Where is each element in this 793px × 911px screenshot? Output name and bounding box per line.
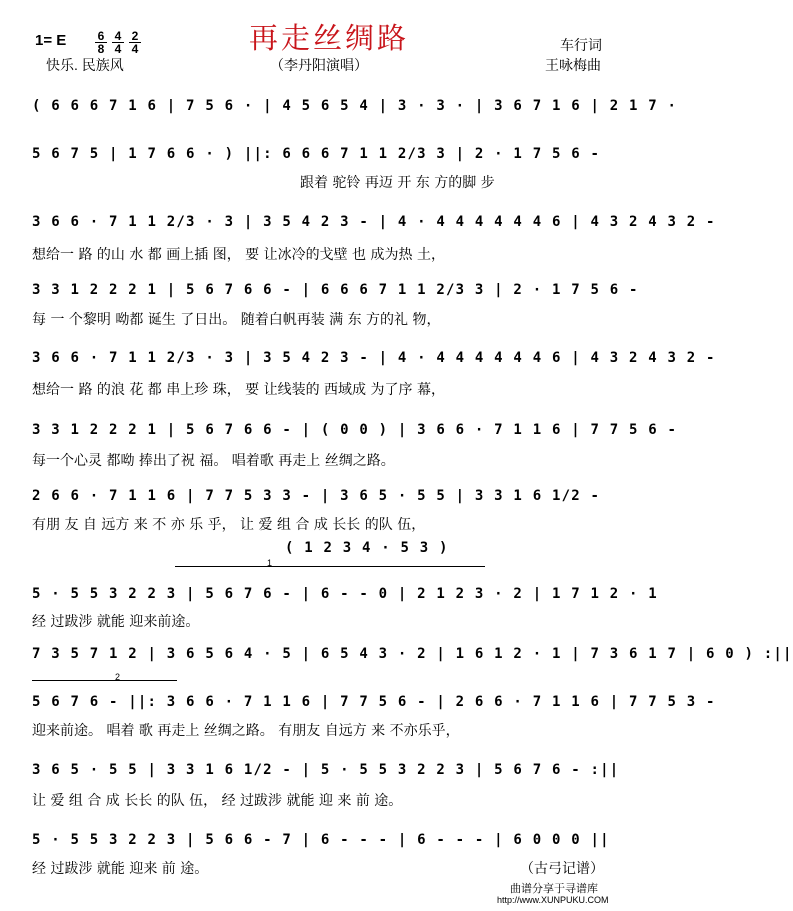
lyrics-row-4: 每 一 个黎明 呦都 诞生 了日出。 随着白帆再装 满 东 方的礼 物，	[32, 312, 441, 328]
time-signature-4-4: $\frac{4}{4}$	[112, 30, 124, 55]
lyricist-credit: 车行词	[560, 37, 602, 53]
footer-url: http://www.XUNPUKU.COM	[497, 895, 609, 905]
lyrics-row-10: 迎来前途。 唱着 歌 再走上 丝绸之路。 有朋友 自远方 来 不亦乐乎，	[32, 723, 460, 739]
notation-row-11: 3 6 5 · 5 5 | 3 3 1 6 1/2 - | 5 · 5 5 3 2 2 3 | 5 6 7 6 - :||	[32, 762, 620, 778]
second-ending-number: 2	[115, 672, 121, 682]
time-signature-6-8: $\frac{6}{8}$	[95, 30, 107, 55]
time-signature-2-4: $\frac{2}{4}$	[129, 30, 141, 55]
lyrics-row-2: 跟着 驼铃 再迈 开 东 方的脚 步	[300, 175, 495, 191]
notation-row-3: 3 6 6 · 7 1 1 2/3 · 3 | 3 5 4 2 3 - | 4 · 4 4 4 4 4 4 6 | 4 3 2 4 3 2 -	[32, 214, 716, 230]
notation-row-7: 2 6 6 · 7 1 1 6 | 7 7 5 3 3 - | 3 6 5 · 5 5 | 3 3 1 6 1/2 -	[32, 488, 601, 504]
lyrics-row-6: 每一个心灵 都呦 捧出了祝 福。 唱着歌 再走上 丝绸之路。	[32, 453, 395, 469]
first-ending-number: 1	[267, 558, 273, 568]
notation-row-5: 3 6 6 · 7 1 1 2/3 · 3 | 3 5 4 2 3 - | 4 · 4 4 4 4 4 4 6 | 4 3 2 4 3 2 -	[32, 350, 716, 366]
second-ending-bracket	[32, 680, 177, 681]
notation-row-2: 5 6 7 5 | 1 7 6 6 · ) ||: 6 6 6 7 1 1 2/3 3 | 2 · 1 7 5 6 -	[32, 146, 601, 162]
lyrics-row-5: 想给一 路 的浪 花 都 串上珍 珠， 要 让线装的 西域成 为了序 幕，	[32, 382, 445, 398]
lyrics-row-11: 让 爱 组 合 成 长长 的队 伍， 经 过跋涉 就能 迎 来 前 途。	[32, 793, 403, 809]
style-marking: 快乐. 民族风	[46, 57, 124, 73]
notation-row-9: 7 3 5 7 1 2 | 3 6 5 6 4 · 5 | 6 5 4 3 · 2 | 1 6 1 2 · 1 | 7 3 6 1 7 | 6 0 ) :||	[32, 646, 793, 662]
page-title: 再走丝绸路	[248, 21, 409, 55]
performer-credit: （李丹阳演唱）	[270, 57, 368, 73]
lyrics-row-8: 经 过跋涉 就能 迎来前途。	[32, 614, 200, 630]
lyrics-row-12: 经 过跋涉 就能 迎来 前 途。	[32, 861, 209, 877]
notation-row-4: 3 3 1 2 2 2 1 | 5 6 7 6 6 - | 6 6 6 7 1 1 2/3 3 | 2 · 1 7 5 6 -	[32, 282, 639, 298]
notation-row-12: 5 · 5 5 3 2 2 3 | 5 6 6 - 7 | 6 - - - | 6 - - - | 6 0 0 0 ||	[32, 832, 610, 848]
notation-row-10: 5 6 7 6 - ||: 3 6 6 · 7 1 1 6 | 7 7 5 6 - | 2 6 6 · 7 1 1 6 | 7 7 5 3 -	[32, 694, 716, 710]
first-ending-bracket	[175, 566, 485, 567]
notation-row-6: 3 3 1 2 2 2 1 | 5 6 7 6 6 - | ( 0 0 ) | 3 6 6 · 7 1 1 6 | 7 7 5 6 -	[32, 422, 678, 438]
composer-credit: 王咏梅曲	[545, 57, 601, 73]
notation-row-8: 5 · 5 5 3 2 2 3 | 5 6 7 6 - | 6 - - 0 | 2 1 2 3 · 2 | 1 7 1 2 · 1	[32, 586, 658, 602]
key-signature: 1= E	[35, 32, 67, 49]
notation-row-1: ( 6 6 6 7 1 6 | 7 5 6 · | 4 5 6 5 4 | 3 · 3 · | 3 6 7 1 6 | 2 1 7 ·	[32, 98, 678, 114]
transcriber-credit: （古弓记谱）	[520, 861, 604, 877]
ossia-passage: ( 1 2 3 4 · 5 3 )	[285, 540, 449, 556]
footer-site-name: 曲谱分享于寻谱库	[510, 883, 598, 895]
lyrics-row-7: 有朋 友 自 远方 来 不 亦 乐 乎， 让 爱 组 合 成 长长 的队 伍，	[32, 517, 426, 533]
lyrics-row-3: 想给一 路 的山 水 都 画上插 图， 要 让冰冷的戈壁 也 成为热 土，	[32, 247, 445, 263]
